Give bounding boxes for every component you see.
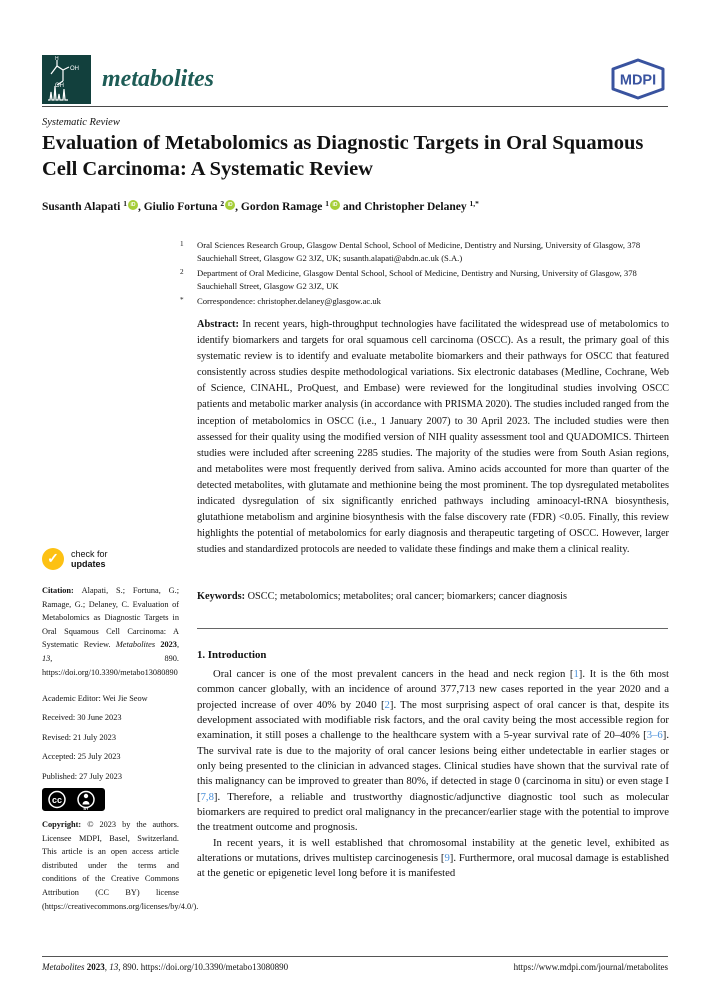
journal-name: metabolites: [102, 65, 214, 92]
received-date: Received: 30 June 2023: [42, 713, 122, 722]
citation-block: [42, 584, 179, 679]
metabolites-logo-icon: [42, 55, 91, 104]
text-segment: ,: [137, 201, 144, 213]
keywords: [197, 591, 669, 602]
affiliation-text: Department of Oral Medicine, Glasgow Dental School, School of Medicine, Dentistry and Nursing, University of Glasgow, 378 Sauchiehall Street, Glasgow G2 3JZ, UK: [197, 268, 637, 291]
revised-date: Revised: 21 July 2023: [42, 732, 116, 742]
text-segment: ]. The survival rate is due to the majority of oral cancer lesions being either undetectable in earlier stages or only being presented to the clinician in advanced stages. Clinical studies have shown that the survival rate of this malignancy can be improved to greater than 80%, if detected in stage 0 (carcinoma in situ) or even stage I [: [197, 729, 669, 803]
keywords-label: Keywords:: [197, 591, 246, 602]
cc-by-license-badge[interactable]: [42, 788, 179, 816]
text-segment: ,: [176, 640, 180, 650]
section-heading: 1. Introduction: [197, 649, 267, 661]
text-segment: Susanth Alapati: [42, 201, 124, 213]
text-segment: ]. Therefore, a reliable and trustworthy diagnostic/adjunctive diagnostic tool such as molecular biomarkers are required to predict oral malignancy in the precancer/earlier stage with the potential to improve the treatment outcome and prognosis.: [197, 790, 669, 834]
affiliations: [180, 239, 672, 310]
footer-divider: [42, 956, 668, 957]
text-segment: Copyright:: [42, 820, 88, 829]
text-segment: 2023: [160, 640, 177, 650]
citation-ref[interactable]: 2: [384, 698, 390, 711]
page-header: [42, 54, 668, 104]
orcid-icon[interactable]: iD: [128, 200, 138, 210]
text-segment: 2: [220, 199, 225, 208]
correspondence-text: Correspondence: christopher.delaney@glasgow.ac.uk: [197, 296, 381, 306]
svg-text:BY: BY: [83, 806, 89, 811]
text-segment: ,: [104, 962, 110, 972]
affiliation-text: Oral Sciences Research Group, Glasgow Dental School, School of Medicine, Dentistry and Nursing, University of Glasgow, 378 Sauchiehall Street, Glasgow G2 3JZ, UK; susanth.alapati@abdn.ac.uk (S.A.): [197, 240, 641, 263]
text-segment: Giulio Fortuna: [143, 201, 221, 213]
svg-text:OH: OH: [70, 65, 79, 72]
accepted-date: Accepted: 25 July 2023: [42, 752, 121, 762]
body-paragraph: [197, 667, 669, 836]
author-line: [42, 199, 662, 213]
text-segment: In recent years, it is well established that chromosomal instability at the genetic level, exhibited as alterations or mutations, drives multistep carcinogenesis [: [197, 836, 669, 865]
abstract: [197, 317, 669, 558]
footer-citation: [42, 962, 288, 972]
text-segment: , 890. https://doi.org/10.3390/metabo13080890: [42, 653, 179, 677]
journal-brand: [42, 55, 214, 104]
svg-text:cc: cc: [51, 794, 63, 805]
body-paragraph: [197, 836, 669, 882]
affiliation-item: [180, 295, 672, 308]
svg-text:H: H: [55, 55, 59, 62]
article-type: Systematic Review: [42, 117, 120, 128]
svg-text:OH: OH: [55, 82, 64, 89]
footer-journal-url[interactable]: https://www.mdpi.com/journal/metabolites: [513, 962, 668, 972]
affiliation-marker: 2: [180, 268, 184, 276]
text-segment: 13: [109, 962, 119, 972]
check-icon: ✓: [42, 548, 64, 570]
text-segment: , 890. https://doi.org/10.3390/metabo13080890: [118, 962, 289, 972]
affiliation-item: [180, 267, 672, 293]
citation-ref[interactable]: 7,8: [200, 790, 214, 803]
citation-ref[interactable]: 3–6: [646, 729, 663, 742]
affiliation-item: [180, 239, 672, 265]
text-segment: Alapati, S.; Fortuna, G.; Ramage, G.; Delaney, C. Evaluation of Metabolomics as Diagnostic Targets in Oral Squamous Cell Carcinoma: A Systematic Review.: [42, 586, 179, 650]
text-segment: ]. Furthermore, oral mucosal damage is established at the genetic or epigenetic level long before it is manifested: [197, 852, 669, 880]
orcid-icon[interactable]: iD: [330, 200, 340, 210]
text-segment: Metabolites: [42, 962, 87, 972]
page-title: Evaluation of Metabolomics as Diagnostic Targets in Oral Squamous Cell Carcinoma: A Systematic Review: [42, 132, 644, 180]
text-segment: Christopher Delaney: [364, 201, 470, 213]
text-segment: 2023: [86, 962, 105, 972]
header-divider: [42, 106, 668, 107]
text-segment: ,: [235, 201, 241, 213]
keywords-text: OSCC; metabolomics; metabolites; oral cancer; biomarkers; cancer diagnosis: [247, 591, 568, 602]
article-dates: [42, 711, 179, 790]
orcid-icon[interactable]: iD: [225, 200, 235, 210]
check-for-updates-label: [71, 549, 108, 570]
text-segment: 1: [325, 199, 329, 208]
abstract-text: In recent years, high-throughput technologies have facilitated the widespread use of metabolomics to identify biomarkers and targets for oral squamous cell carcinoma (OSCC). As a result, the primary goal of this systematic review is to identify and evaluate metabolite biomarkers and their pathways for OSCC that featured consistently across studies despite methodological variations. Six electronic databases (Medline, Cochrane, Web of Science, CINAHL, ProQuest, and Embase) were reviewed for the longitudinal studies involving OSCC patients and metabolic marker analysis (in accordance with PRISMA 2020). The studies included ranged from the inception of metabolomics in OSCC (i.e., 1 January 2007) to 30 April 2023. The included studies were then assessed for their quality using the modified version of NIH quality assessment tool and QUADOMICS. Thirteen studies were included after screening 2285 studies. The majority of the studies were from South Asian regions, and metabolites were most frequently derived from saliva. Amino acids accounted for more than quarter of the detected metabolites, with glutamate and methionine being the most prominent. The top dysregulated metabolites indicated dysregulation of six significantly enriched pathways including aminoacyl-tRNA biosynthesis, glutathione metabolism and arginine biosynthesis with the false discovery rate (FDR) <0.05. Finally, this review highlights the potential of metabolomics for early diagnosis and therapeutic targeting of OSCC. However, larger studies and standardized protocols are needed to validate these findings and make them a clinical reality.: [197, 319, 669, 556]
text-segment: ]. The most surprising aspect of oral cancer is that, despite its development associated with modifiable risk factors, and the oral cavity being the most accessible region for examination, it still poses a challenge to the healthcare system with a 5-year survival rate of 20–40% [: [197, 698, 670, 742]
text-segment: and: [339, 201, 365, 213]
introduction-section: [197, 649, 669, 882]
cc-by-icon: [42, 788, 105, 811]
citation-ref[interactable]: 9: [444, 852, 450, 865]
text-segment: ]. It is the 6th most common cancer globally, with an incidence of around 377,713 new cases reported in the year 2020 and a projected increase of over 40% by 2040 [: [197, 668, 670, 711]
check-for-updates-button[interactable]: [42, 548, 179, 570]
keywords-divider: [197, 628, 668, 629]
mdpi-logo: [608, 58, 668, 100]
svg-text:MDPI: MDPI: [619, 72, 657, 89]
text-segment: Oral cancer is one of the most prevalent cancers in the head and neck region [: [213, 668, 574, 680]
text-segment: © 2023 by the authors. Licensee MDPI, Basel, Switzerland. This article is an open access article distributed under the terms and conditions of the Creative Commons Attribution (CC BY) license (https://creativecommons.org/licenses/by/4.0/).: [42, 820, 199, 911]
text-segment: Metabolites: [115, 640, 161, 650]
copyright-notice: [42, 818, 199, 913]
text-segment: Citation:: [42, 586, 82, 595]
text-segment: 13: [42, 653, 51, 663]
affiliation-marker: 1: [180, 240, 184, 248]
citation-ref[interactable]: 1: [573, 668, 579, 680]
updates-label-line1: check for: [71, 548, 108, 559]
updates-label-line2: updates: [71, 559, 106, 569]
academic-editor: Academic Editor: Wei Jie Seow: [42, 694, 148, 703]
text-segment: 1: [123, 199, 127, 208]
abstract-label: Abstract:: [197, 319, 239, 330]
text-segment: 1,*: [469, 199, 479, 208]
published-date: Published: 27 July 2023: [42, 772, 122, 782]
text-segment: Gordon Ramage: [240, 201, 326, 213]
affiliation-marker: *: [180, 296, 184, 304]
